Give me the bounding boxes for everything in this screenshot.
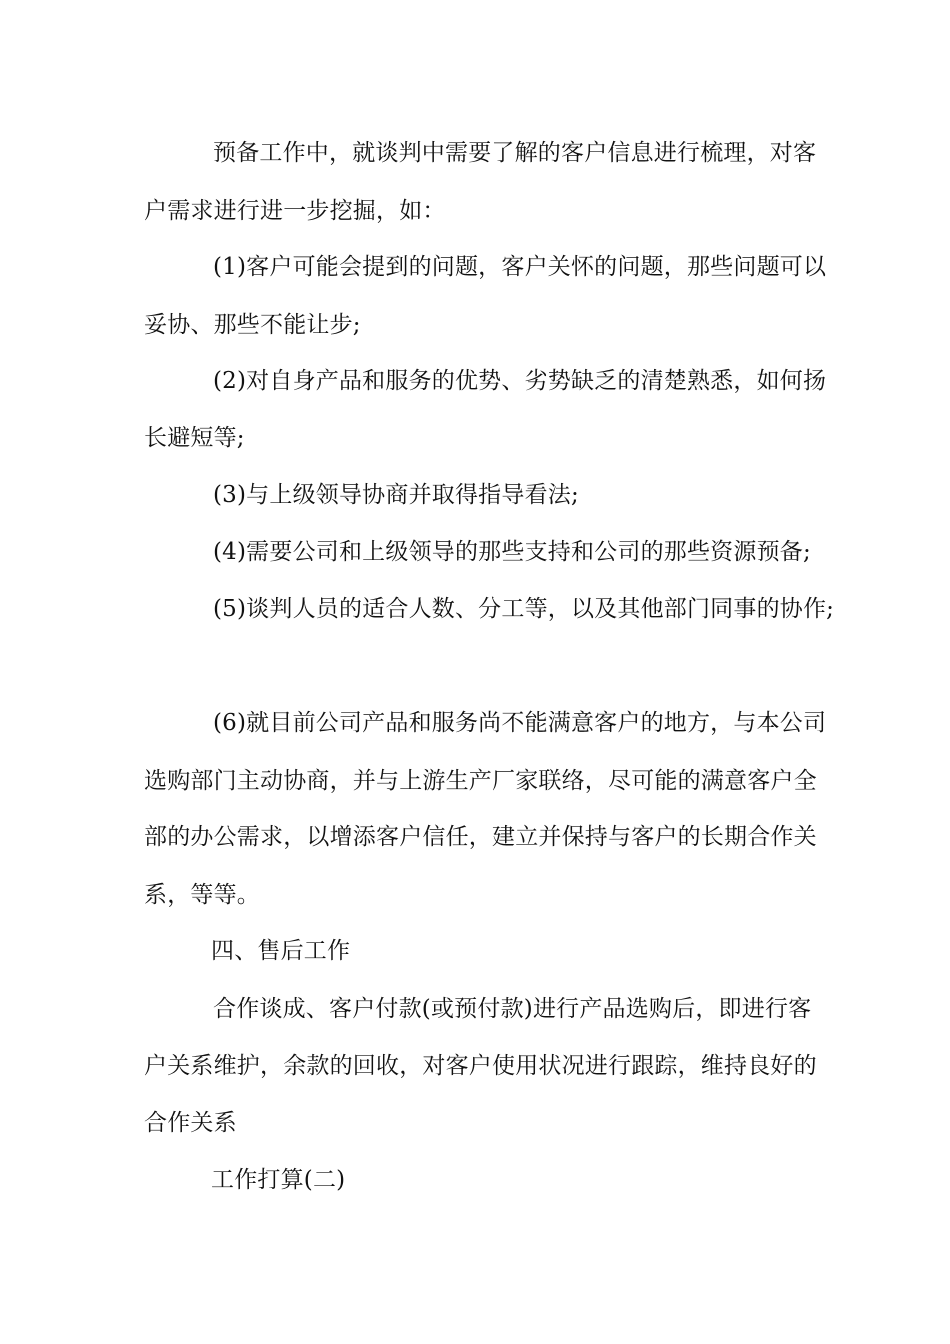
item-5-line-1: (5)谈判人员的适合人数、分工等，以及其他部门同事的协作; <box>213 596 835 622</box>
paragraph-intro-line-2: 户需求进行进一步挖掘，如： <box>144 198 446 224</box>
item-2-line-1: (2)对自身产品和服务的优势、劣势缺乏的清楚熟悉，如何扬 <box>213 368 827 394</box>
section-heading-after-sales: 四、售后工作 <box>211 938 351 964</box>
item-2-line-2: 长避短等; <box>144 425 245 451</box>
paragraph-intro-line-1: 预备工作中，就谈判中需要了解的客户信息进行梳理，对客 <box>213 140 817 166</box>
section-heading-work-plan-2: 工作打算(二) <box>211 1167 346 1193</box>
item-1-line-1: (1)客户可能会提到的问题，客户关怀的问题，那些问题可以 <box>213 254 827 280</box>
item-6-line-4: 系，等等。 <box>144 882 260 908</box>
item-6-line-2: 选购部门主动协商，并与上游生产厂家联络，尽可能的满意客户全 <box>144 768 817 794</box>
item-6-line-1: (6)就目前公司产品和服务尚不能满意客户的地方，与本公司 <box>213 710 827 736</box>
paragraph-after-sales-line-1: 合作谈成、客户付款(或预付款)进行产品选购后，即进行客 <box>213 996 812 1022</box>
item-3-line-1: (3)与上级领导协商并取得指导看法; <box>213 482 579 508</box>
paragraph-after-sales-line-3: 合作关系 <box>144 1110 237 1136</box>
item-4-line-1: (4)需要公司和上级领导的那些支持和公司的那些资源预备; <box>213 539 811 565</box>
paragraph-after-sales-line-2: 户关系维护，余款的回收，对客户使用状况进行跟踪，维持良好的 <box>144 1053 817 1079</box>
item-1-line-2: 妥协、那些不能让步; <box>144 312 361 338</box>
item-6-line-3: 部的办公需求，以增添客户信任，建立并保持与客户的长期合作关 <box>144 824 817 850</box>
